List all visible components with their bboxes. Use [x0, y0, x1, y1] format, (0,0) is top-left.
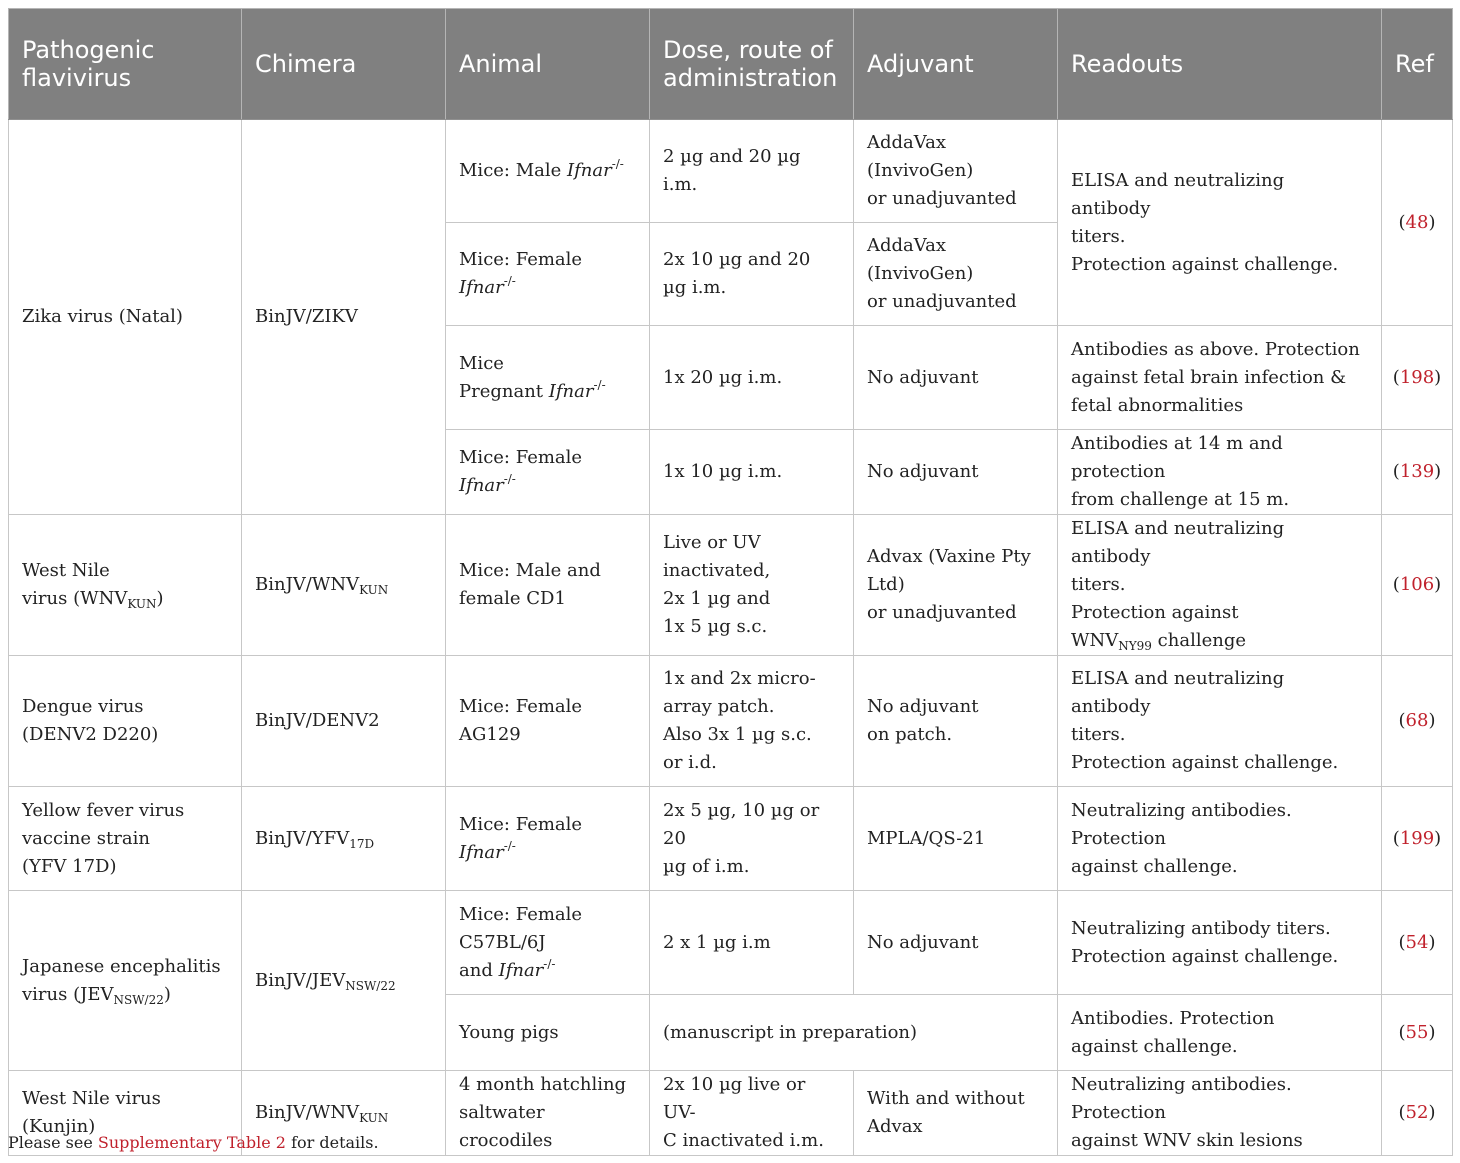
- cell-animal: Mice: Female Ifnar-/-: [446, 787, 650, 891]
- cell-animal: Mice Pregnant Ifnar-/-: [446, 326, 650, 430]
- table-row: [9, 656, 1453, 787]
- table-container: [8, 8, 1452, 1156]
- cell-dose: 2 x 1 µg i.m: [650, 891, 854, 995]
- cell-readouts: ELISA and neutralizing antibody titers. Protection against challenge.: [1058, 656, 1382, 787]
- cell-readouts: Neutralizing antibodies. Protection against WNV skin lesions: [1058, 1071, 1382, 1156]
- cell-adjuvant: No adjuvant: [854, 891, 1058, 995]
- cell-pathogen: Yellow fever virus vaccine strain (YFV 17D): [9, 787, 242, 891]
- cell-chimera: BinJV/$YFV_{17D}$: [242, 787, 446, 891]
- cell-pathogen: Japanese encephalitis virus $(JEV_{NSW/22})$: [9, 891, 242, 1071]
- cell-readouts: Antibodies as above. Protection against fetal brain infection & fetal abnormalities: [1058, 326, 1382, 430]
- header-dose: Dose, route of administration: [650, 9, 854, 120]
- cell-pathogen: Dengue virus (DENV2 D220): [9, 656, 242, 787]
- cell-dose: 2x 5 µg, 10 µg or 20 µg of i.m.: [650, 787, 854, 891]
- cell-dose: 1x and 2x micro- array patch. Also 3x 1 µg s.c. or i.d.: [650, 656, 854, 787]
- cell-readouts: Neutralizing antibodies. Protection against challenge.: [1058, 787, 1382, 891]
- cell-ref[interactable]: (68): [1382, 656, 1453, 787]
- header-animal: Animal: [446, 9, 650, 120]
- cell-dose: 1x 20 µg i.m.: [650, 326, 854, 430]
- header-ref: Ref: [1382, 9, 1453, 120]
- cell-ref[interactable]: (55): [1382, 995, 1453, 1071]
- cell-adjuvant: No adjuvant on patch.: [854, 656, 1058, 787]
- cell-adjuvant: No adjuvant: [854, 326, 1058, 430]
- cell-pathogen: West Nile virus (Kunjin): [9, 1071, 242, 1156]
- cell-ref[interactable]: (139): [1382, 430, 1453, 515]
- cell-ref[interactable]: (48): [1382, 120, 1453, 326]
- cell-animal: Mice: Male Ifnar-/-: [446, 120, 650, 223]
- cell-dose: 2x 10 µg live or UV- C inactivated i.m.: [650, 1071, 854, 1156]
- cell-dose: 2x 10 µg and 20 µg i.m.: [650, 223, 854, 326]
- footnote-suffix: for details.: [285, 1133, 379, 1152]
- cell-readouts: Antibodies. Protection against challenge.: [1058, 995, 1382, 1071]
- cell-ref[interactable]: (198): [1382, 326, 1453, 430]
- cell-animal: Mice: Female C57BL/6J and Ifnar-/-: [446, 891, 650, 995]
- cell-chimera: BinJV/DENV2: [242, 656, 446, 787]
- cell-ref[interactable]: (54): [1382, 891, 1453, 995]
- cell-chimera: BinJV/$WNV_{KUN}$: [242, 515, 446, 656]
- table-row: [9, 120, 1453, 223]
- cell-dose: 1x 10 µg i.m.: [650, 430, 854, 515]
- cell-dose: 2 µg and 20 µg i.m.: [650, 120, 854, 223]
- cell-chimera: BinJV/ZIKV: [242, 120, 446, 515]
- cell-animal: Mice: Female Ifnar-/-: [446, 223, 650, 326]
- table-footnote: [8, 1133, 379, 1152]
- cell-animal: Mice: Male and female CD1: [446, 515, 650, 656]
- cell-adjuvant: Advax (Vaxine Pty Ltd) or unadjuvanted: [854, 515, 1058, 656]
- cell-ref[interactable]: (106): [1382, 515, 1453, 656]
- footnote-prefix: Please see: [8, 1133, 98, 1152]
- vaccine-table: [8, 8, 1453, 1156]
- cell-dose: Live or UV inactivated, 2x 1 µg and 1x 5 µg s.c.: [650, 515, 854, 656]
- header-adjuvant: Adjuvant: [854, 9, 1058, 120]
- cell-dose-adjuvant: (manuscript in preparation): [650, 995, 1058, 1071]
- cell-readouts: Antibodies at 14 m and protection from challenge at 15 m.: [1058, 430, 1382, 515]
- table-row: [9, 787, 1453, 891]
- cell-pathogen: West Nile virus $(WNV_{KUN})$: [9, 515, 242, 656]
- cell-chimera: BinJV/$WNV_{KUN}$: [242, 1071, 446, 1156]
- cell-chimera: BinJV/$JEV_{NSW/22}$: [242, 891, 446, 1071]
- cell-ref[interactable]: (52): [1382, 1071, 1453, 1156]
- header-row: [9, 9, 1453, 120]
- cell-readouts: Neutralizing antibody titers. Protection against challenge.: [1058, 891, 1382, 995]
- cell-pathogen: Zika virus (Natal): [9, 120, 242, 515]
- header-chimera: Chimera: [242, 9, 446, 120]
- cell-animal: 4 month hatchling saltwater crocodiles: [446, 1071, 650, 1156]
- cell-adjuvant: With and without Advax: [854, 1071, 1058, 1156]
- cell-adjuvant: MPLA/QS-21: [854, 787, 1058, 891]
- cell-animal: Mice: Female AG129: [446, 656, 650, 787]
- table-row: [9, 891, 1453, 995]
- cell-ref[interactable]: (199): [1382, 787, 1453, 891]
- table-row: [9, 515, 1453, 656]
- cell-adjuvant: No adjuvant: [854, 430, 1058, 515]
- header-readouts: Readouts: [1058, 9, 1382, 120]
- cell-readouts: ELISA and neutralizing antibody titers. Protection against $WNV_{NY99}$ challenge: [1058, 515, 1382, 656]
- supplementary-table-link[interactable]: Supplementary Table 2: [97, 1133, 286, 1152]
- header-pathogen: Pathogenic flavivirus: [9, 9, 242, 120]
- cell-readouts: ELISA and neutralizing antibody titers. Protection against challenge.: [1058, 120, 1382, 326]
- cell-animal: Young pigs: [446, 995, 650, 1071]
- cell-adjuvant: AddaVax (InvivoGen) or unadjuvanted: [854, 223, 1058, 326]
- cell-adjuvant: AddaVax (InvivoGen) or unadjuvanted: [854, 120, 1058, 223]
- cell-animal: Mice: Female Ifnar-/-: [446, 430, 650, 515]
